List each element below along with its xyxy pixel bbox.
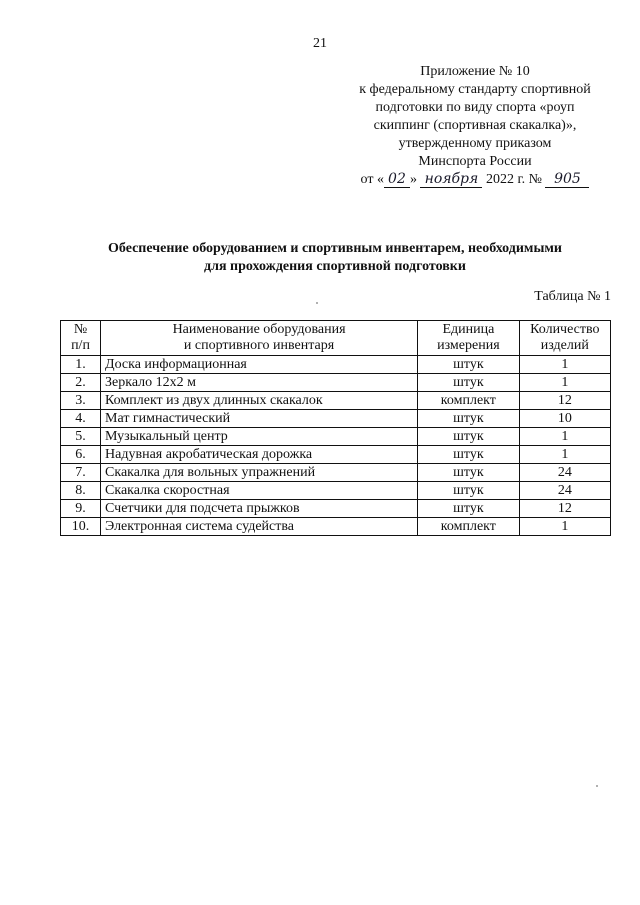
table-row (61, 356, 611, 374)
header-name (101, 321, 418, 356)
table-row (61, 410, 611, 428)
appendix-line: к федеральному стандарту спортивной (359, 82, 591, 97)
document-title (60, 240, 610, 276)
row-unit: штук (418, 410, 520, 428)
row-unit: штук (418, 446, 520, 464)
appendix-line: Минспорта России (418, 154, 532, 169)
table-row (61, 464, 611, 482)
row-name: Надувная акробатическая дорожка (101, 446, 418, 464)
order-month-handwritten: ноября (420, 171, 482, 188)
row-num: 9. (61, 500, 101, 518)
row-qty: 1 (519, 518, 610, 536)
table-row (61, 374, 611, 392)
row-name: Мат гимнастический (101, 410, 418, 428)
order-reference (340, 171, 610, 189)
row-qty: 1 (519, 374, 610, 392)
row-num: 7. (61, 464, 101, 482)
header-qty-line: Количество (530, 322, 600, 337)
table-row (61, 446, 611, 464)
header-unit-line: измерения (437, 338, 500, 353)
row-num: 4. (61, 410, 101, 428)
row-name: Зеркало 12х2 м (101, 374, 418, 392)
row-name: Электронная система судейства (101, 518, 418, 536)
order-prefix: от « (360, 172, 384, 187)
order-mid: » (409, 172, 421, 187)
header-qty-line: изделий (540, 338, 589, 353)
title-line-2: для прохождения спортивной подготовки (204, 259, 466, 274)
equipment-table (60, 320, 611, 536)
row-name: Музыкальный центр (101, 428, 418, 446)
title-line-1: Обеспечение оборудованием и спортивным инвентарем, необходимыми (108, 241, 562, 256)
row-qty: 12 (519, 500, 610, 518)
row-num: 10. (61, 518, 101, 536)
appendix-line: Приложение № 10 (420, 64, 530, 79)
row-qty: 1 (519, 446, 610, 464)
header-name-line: и спортивного инвентаря (183, 338, 335, 353)
row-unit: штук (418, 500, 520, 518)
row-name: Счетчики для подсчета прыжков (101, 500, 418, 518)
row-name: Скакалка для вольных упражнений (101, 464, 418, 482)
row-num: 3. (61, 392, 101, 410)
row-num: 6. (61, 446, 101, 464)
row-unit: штук (418, 428, 520, 446)
table-row (61, 482, 611, 500)
appendix-line: утвержденному приказом (398, 136, 552, 151)
appendix-header (340, 63, 610, 189)
row-unit: комплект (418, 518, 520, 536)
order-number-handwritten: 905 (545, 171, 589, 188)
page-number: 21 (313, 36, 327, 51)
row-num: 8. (61, 482, 101, 500)
header-num (61, 321, 101, 356)
row-name: Комплект из двух длинных скакалок (101, 392, 418, 410)
row-qty: 24 (519, 464, 610, 482)
appendix-line: скиппинг (спортивная скакалка)», (373, 118, 577, 133)
row-qty: 12 (519, 392, 610, 410)
table-row (61, 392, 611, 410)
order-day-handwritten: 02 (384, 171, 410, 188)
row-unit: штук (418, 464, 520, 482)
row-num: 1. (61, 356, 101, 374)
row-qty: 10 (519, 410, 610, 428)
header-name-line: Наименование оборудования (172, 322, 346, 337)
appendix-line: подготовки по виду спорта «роуп (375, 100, 575, 115)
row-name: Скакалка скоростная (101, 482, 418, 500)
scan-speck (316, 302, 318, 304)
row-num: 5. (61, 428, 101, 446)
row-unit: штук (418, 482, 520, 500)
row-name: Доска информационная (101, 356, 418, 374)
table-row (61, 518, 611, 536)
order-year: 2022 г. № (482, 172, 546, 187)
row-unit: комплект (418, 392, 520, 410)
table-caption: Таблица № 1 (534, 289, 611, 304)
header-num-line: п/п (71, 338, 90, 353)
header-unit (418, 321, 520, 356)
table-row (61, 500, 611, 518)
row-qty: 24 (519, 482, 610, 500)
table-header-row (61, 321, 611, 356)
row-unit: штук (418, 374, 520, 392)
table-row (61, 428, 611, 446)
header-num-line: № (73, 322, 88, 337)
scan-speck (596, 785, 598, 787)
row-num: 2. (61, 374, 101, 392)
row-qty: 1 (519, 356, 610, 374)
row-unit: штук (418, 356, 520, 374)
header-unit-line: Единица (442, 322, 495, 337)
header-qty (519, 321, 610, 356)
row-qty: 1 (519, 428, 610, 446)
